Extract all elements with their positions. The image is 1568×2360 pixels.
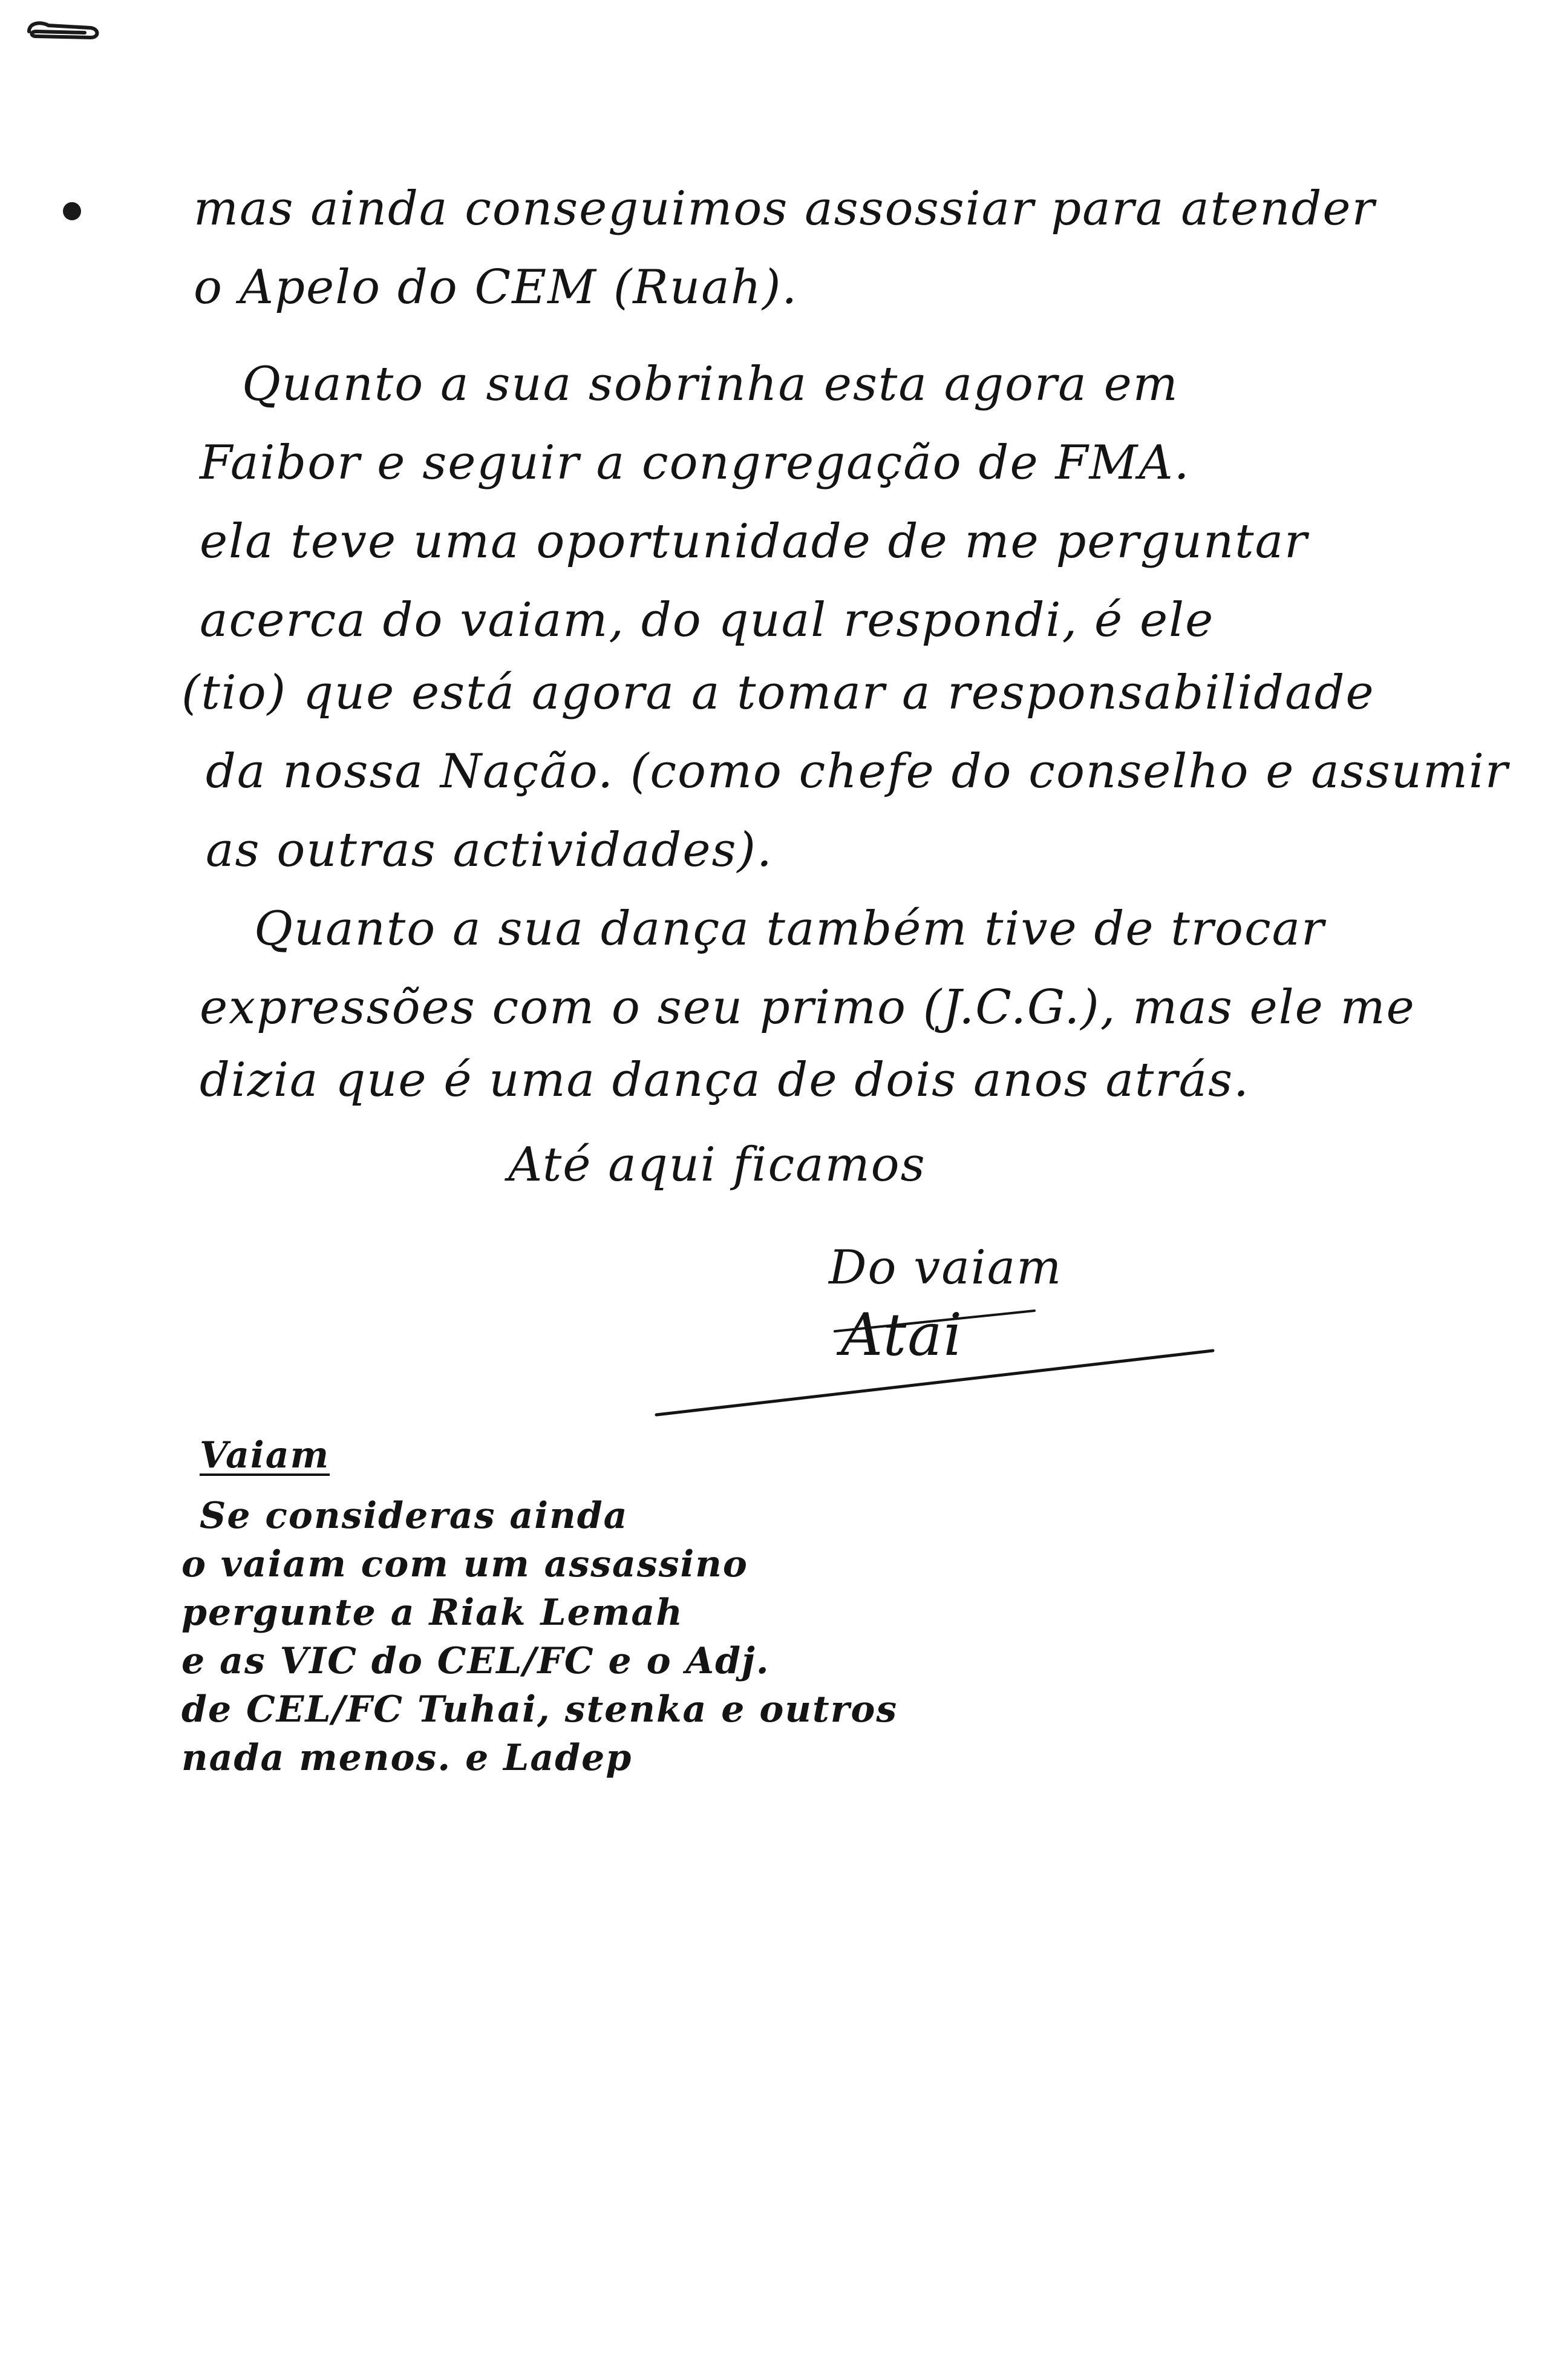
letter-line-8: da nossa Nação. (como chefe do conselho e assumir: [206, 744, 1509, 799]
letter-line-11: expressões com o seu primo (J.C.G.), mas ele me: [200, 980, 1416, 1035]
letter-line-13: Até aqui ficamos: [508, 1138, 926, 1192]
letter-line-3: Quanto a sua sobrinha esta agora em: [242, 357, 1179, 411]
letter-closing: Do vaiam: [829, 1241, 1063, 1295]
note-line-1: Se consideras ainda: [200, 1495, 629, 1537]
note-line-6: nada menos. e Ladep: [181, 1737, 633, 1779]
letter-line-9: as outras actividades).: [206, 823, 773, 877]
letter-line-6: acerca do vaiam, do qual respondi, é ele: [200, 593, 1215, 647]
letter-line-1: mas ainda conseguimos assossiar para atender: [194, 182, 1376, 236]
note-heading: Vaiam: [200, 1434, 330, 1477]
letter-line-7: (tio) que está agora a tomar a responsabilidade: [181, 666, 1375, 720]
note-line-2: o vaiam com um assassino: [181, 1543, 748, 1585]
letter-line-12: dizia que é uma dança de dois anos atrás.: [200, 1053, 1250, 1107]
letter-signature: Atai: [841, 1301, 964, 1369]
note-line-5: de CEL/FC Tuhai, stenka e outros: [181, 1688, 898, 1731]
letter-line-4: Faibor e seguir a congregação de FMA.: [200, 436, 1191, 490]
note-line-3: pergunte a Riak Lemah: [181, 1591, 684, 1634]
letter-line-5: ela teve uma oportunidade de me perguntar: [200, 514, 1308, 569]
note-line-4: e as VIC do CEL/FC e o Adj.: [181, 1640, 770, 1682]
letter-line-2: o Apelo do CEM (Ruah).: [194, 260, 799, 315]
letter-line-10: Quanto a sua dança também tive de trocar: [254, 902, 1325, 956]
